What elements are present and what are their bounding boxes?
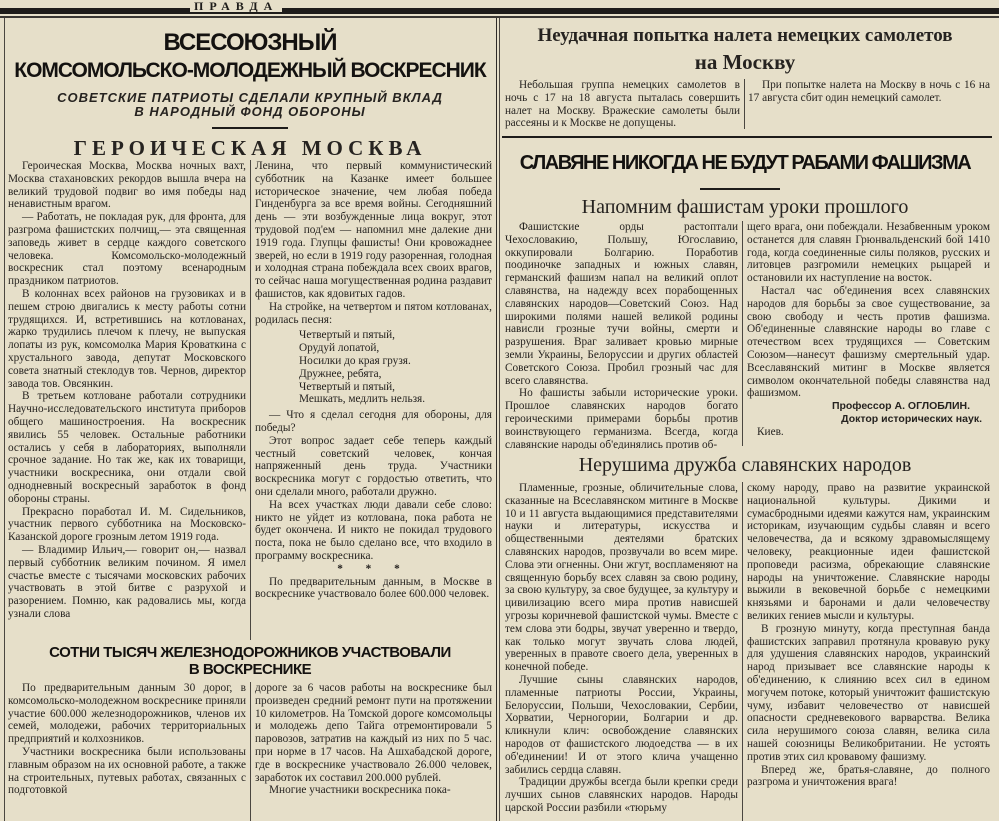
paragraph: Фашистские орды растоптали Чехословакию, Польшу, Югославию, оккупировали Болгарию. Поработив поодиночке западных и южных славян, германский фашизм напал на великий оплот славянства, на надежду всех порабощенных славянских народов—Советский Союз. Над широкими полями нашей великой родины нависли грозные тучи войны, смерти и разрушения. Враг заливает кровью мирные земли Украины, Белоруссии и других областей Советского Союза. Пробил грозный час для всего славянства. xyxy=(505,221,738,387)
subhead-rule xyxy=(212,127,288,129)
verse-line: Четвертый и пятый, xyxy=(299,380,395,393)
paragraph: В колоннах всех районов на грузовиках и в пешем строю двигались к месту работы сотни трудящихся. И, встретившись на котлованах, жарко трудились плечом к плечу, не выпуская лопаты из рук, комсомолка Мария Кроваткина с хрустального завода, депутат Московского совета знатный стеклодув тов. Чернов, директор завода тов. Овсянкин. xyxy=(8,287,246,390)
paragraph: — Что я сделал сегодня для обороны, для победы? xyxy=(255,409,492,434)
column-divider xyxy=(742,221,743,446)
verse-line: Орудуй лопатой, xyxy=(299,342,380,355)
column-divider xyxy=(250,682,251,821)
paragraph: Героическая Москва, Москва ночных вахт, Москва стахановских рекордов вышла вчера на великий трудовой подвиг во имя победы над ненавистным врагом. xyxy=(8,160,246,211)
article2-column-1 xyxy=(505,482,738,821)
verse-line: Четвертый и пятый, xyxy=(299,329,395,342)
headline-line1: ВСЕСОЮЗНЫЙ xyxy=(163,29,337,56)
subhead-line1: СОВЕТСКИЕ ПАТРИОТЫ СДЕЛАЛИ КРУПНЫЙ ВКЛАД xyxy=(57,90,443,105)
column-divider xyxy=(250,160,251,640)
top-rule xyxy=(0,8,999,14)
column-divider xyxy=(742,482,743,821)
section-rule xyxy=(502,136,992,138)
rail-column-2 xyxy=(255,682,492,821)
paragraph: Лучшие сыны славянских народов, пламенные патриоты России, Украины, Белоруссии, Польши, Чехословакии, Сербии, Хорватии, Черногории, Болгарии и др. кликнули клич: освобождение славянских народов от фашистского людоедства — в их об'единении! И от этого клича учащенно забились сердца славян. xyxy=(505,673,738,776)
paragraph: Многие участники воскресника пока- xyxy=(269,784,451,797)
article-column-1 xyxy=(8,160,246,642)
paragraph: Этот вопрос задает себе теперь каждый честный советский человек, кончая напряженный день труда. Участники воскресника могут с гордостью ответить, что они сделали много, работали дружно. xyxy=(255,434,492,498)
paragraph: В грозную минуту, когда преступная банда фашистских заправил протянула кровавую руку для удушения славянских народов, украинский народ призывает все славянские народы к об'единению, к слиянию всех сил в едином могучем потоке, который уничтожит фашистскую чуму, избавит человечество от нависшей опасности средневекового варварства. Велика сила нерушимого союза славян, велика сила нашей союзницы Великобритании. Не устоять против этих сил кровавому фашизму. xyxy=(747,622,990,763)
paragraph: Прекрасно поработал И. М. Сидельников, участник первого субботника на Московско-Казанской дороге грозным летом 1919 года. xyxy=(8,505,246,544)
masthead-fragment: ПРАВДА xyxy=(190,0,282,12)
headline-line2: КОМСОМОЛЬСКО-МОЛОДЕЖНЫЙ ВОСКРЕСНИК xyxy=(14,59,486,82)
paragraph: — Владимир Ильич,— говорит он,— назвал первый субботник великим почином. Я имел счастье вместе с тысячами московских рабочих участвовать в этой битве с разрухой и разорением. Помню, как радовались мы, когда узнали слова xyxy=(8,543,246,620)
paragraph: В третьем котловане работали сотрудники Научно-исследовательского института приборов общего машиностроения. На воскресник явились 55 человек. Остальные работники остались у себя в лабораториях, выполняли срочное задание. Но так же, как их товарищи, участники воскресника, они отдали свой однодневный воскресный заработок в фонд обороны страны. xyxy=(8,390,246,505)
center-divider-2 xyxy=(499,18,500,821)
section-separator: * * * xyxy=(337,562,410,575)
raid-headline-line1: Неудачная попытка налета немецких самолетов xyxy=(537,25,953,46)
center-divider xyxy=(496,18,497,821)
paragraph: По предварительным данным 30 дорог, в комсомольско-молодежном воскреснике приняли участие 600.000 железнодорожников, членов их семей, молодежи, рабочих территориальных предприятий и колхозников. xyxy=(8,682,246,746)
raid-column-1 xyxy=(505,79,740,131)
article2-title: Нерушима дружба славянских народов xyxy=(578,454,912,476)
raid-column-2 xyxy=(748,79,990,131)
article2-column-2 xyxy=(747,482,990,821)
article-column-2 xyxy=(255,160,492,642)
paragraph: — Работать, не покладая рук, для фронта, для разгрома фашистских полчищ,— эта священная заповедь живет в сердце каждого советского человека. Комсомольско-молодежный воскресник стал поэтому всенародным праздником патриотов. xyxy=(8,211,246,288)
paragraph: Пламенные, грозные, обличительные слова, сказанные на Всеславянском митинге в Москве 10 и 11 августа выдающимися представителями науки и литературы, искусства и общественными деятелями братских славянских народов, прозвучали во всем мире. Слова эти огненны. Они жгут, воспламеняют на священную борьбу всех славян за свою родину, за свою культуру, за свое будущее, за культуру и цивилизацию всего мира против нависшей угрозы коричневой фашистской чумы. Вместе с тем слова эти бодры, звучат уверенно и твердо, как только могут звучать слова людей, уверенных в правоте своего дела, уверенных в конечной победе. xyxy=(505,482,738,674)
paragraph: На всех участках люди давали себе слово: никто не уйдет из котлована, пока работа не будет окончена. И никто не покидал трудового поста, пока не было сделано все, что входило в программу воскресника. xyxy=(255,498,492,562)
paragraph: скому народу, право на развитие украинской национальной культуры. Дикими и сумасбродными идеями кажутся нам, украинским историкам, изучающим судьбы славян и всего человечества, да и всякому здравомыслящему человеку, реакционные идеи фашистской проповеди расизма, обрекающие славянские народы на уничтожение. Славянские народы выжили в вековечной борьбе с немецкими князьями и баронами и дали человечеству великих гениев мысли и культуры. xyxy=(747,482,990,622)
article1-title: Напомним фашистам уроки прошлого xyxy=(581,196,909,218)
paragraph: дороге за 6 часов работы на воскреснике был произведен средний ремонт пути на протяжении 10 километров. На Томской дороге комсомольцы и молодежь депо Тайга отремонтировали 5 паровозов, затратив на каждый из них по 5 час. при норме в 17 часов. На Ашхабадской дороге, где в воскреснике участвовало 26.000 человек, заработок их составил 200.000 рублей. xyxy=(255,682,492,784)
paragraph: Настал час об'единения всех славянских народов для борьбы за свое существование, за свою свободу и честь против фашизма. Об'единенные славянские народы во главе с отечеством всех трудящихся — Советским Союзом—нанесут фашизму смертельный удар. Всеславянский митинг в Москве является символом окончательной победы славянства над фашизмом. xyxy=(747,284,990,400)
raid-headline-line2: на Москву xyxy=(694,50,796,74)
author-name: Профессор А. ОГЛОБЛИН. xyxy=(831,400,970,413)
article1-column-2 xyxy=(747,221,990,449)
paragraph: При попытке налета на Москву в ночь с 16 на 17 августа сбит один немецкий самолет. xyxy=(748,79,990,104)
rail-headline-line1: СОТНИ ТЫСЯЧ ЖЕЛЕЗНОДОРОЖНИКОВ УЧАСТВОВАЛИ xyxy=(49,644,451,661)
verse-line: Дружнее, ребята, xyxy=(299,367,382,380)
author-title: Доктор исторических наук. xyxy=(841,412,982,425)
paragraph: На стройке, на четвертом и пятом котлованах, родилась песня: xyxy=(255,300,492,326)
paragraph: Традиции дружбы всегда были крепки среди лучших сынов славянских народов. Народы царской России разбили «тюрьму xyxy=(505,776,738,814)
headline-rule xyxy=(700,188,780,190)
paragraph: Небольшая группа немецких самолетов в ночь с 17 на 18 августа пыталась совершить налет на Москву. Вражеские самолеты были рассеяны и к Москве не допущены. xyxy=(505,79,740,130)
article1-column-1 xyxy=(505,221,738,449)
paragraph: Но фашисты забыли исторические уроки. Прошлое славянских народов богато героическими примерами борьбы против воинствующего германизма. Всегда, когда славянские народы об'единялись против об- xyxy=(505,387,738,449)
rail-column-1 xyxy=(8,682,246,821)
paragraph: Вперед же, братья-славяне, до полного разгрома и уничтожения врага! xyxy=(747,763,990,789)
slavs-headline: СЛАВЯНЕ НИКОГДА НЕ БУДУТ РАБАМИ ФАШИЗМА xyxy=(519,152,971,174)
verse-line: Мешкать, медлить нельзя. xyxy=(299,393,426,406)
subhead-line2: В НАРОДНЫЙ ФОНД ОБОРОНЫ xyxy=(134,104,366,119)
paragraph: Ленина, что первый коммунистический субботник на Казанке имеет большее историческое значение, чем любая победа Гинденбурга за все время войны. Сегодняшний день — эти возбужденные лица вокруг, этот трудовой под'ем — напомнил мне далекие дни 1919 года. Глупцы фашисты! Они кровожаднее зверей, но если в 1919 году разоренная, голодная и холодная страна побеждала всех своих врагов, то сейчас наша могущественная родина раздавит фашистов, как ядовитых гадов. xyxy=(255,160,492,300)
paragraph: щего врага, они побеждали. Незабвенным уроком останется для славян Грюнвальденский бой 1410 года, когда соединенные силы поляков, русских и литовцев разгромили немецких рыцарей и остановили их наступление на восток. xyxy=(747,221,990,285)
verse-line: Носилки до края грузя. xyxy=(299,354,411,367)
rail-headline-line2: В ВОСКРЕСНИКЕ xyxy=(188,661,312,678)
article-title: ГЕРОИЧЕСКАЯ МОСКВА xyxy=(73,136,427,160)
dateline-city: Киев. xyxy=(757,425,784,438)
column-divider xyxy=(744,79,745,129)
paragraph: Участники воскресника были использованы главным образом на их основной работе, а также на строительных, путевых работах, связанных с подготовкой xyxy=(8,745,246,797)
paragraph: По предварительным данным, в Москве в воскреснике участвовало более 600.000 человек. xyxy=(255,575,492,601)
song-verse xyxy=(299,329,492,406)
